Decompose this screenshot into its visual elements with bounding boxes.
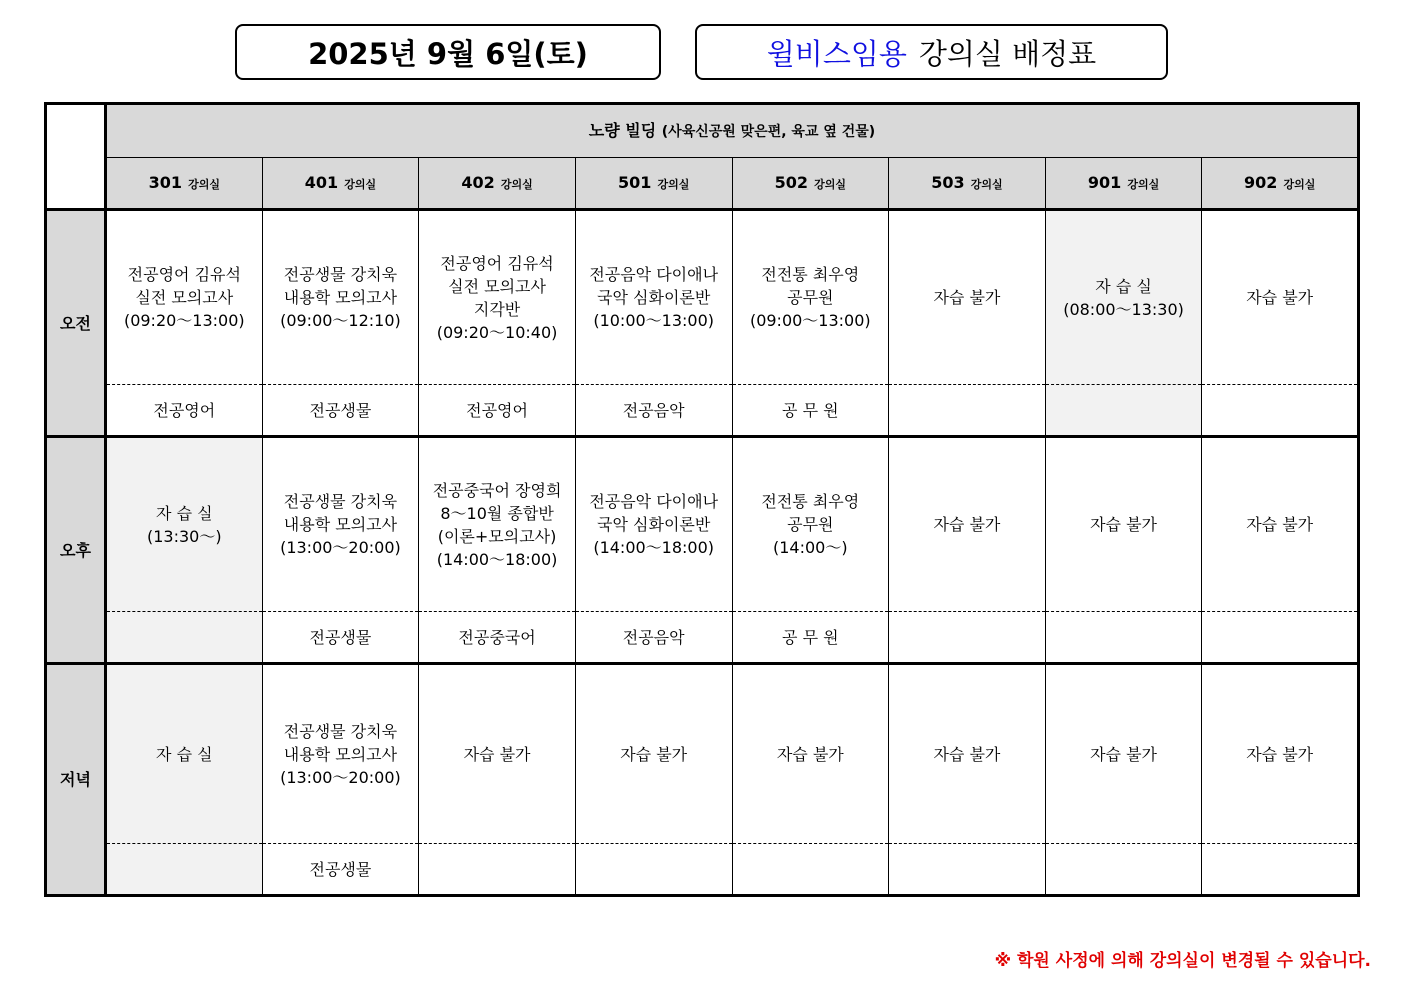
room-label: 강의실 bbox=[500, 177, 533, 191]
class-line: 내용학 모의고사 bbox=[283, 288, 398, 307]
subject-cell: 전공음악 bbox=[575, 612, 732, 664]
class-cell bbox=[1045, 437, 1202, 612]
subject-cell bbox=[889, 844, 1046, 896]
subject-cell bbox=[1045, 844, 1202, 896]
class-line: 전공중국어 장영희 bbox=[432, 480, 562, 500]
subject-cell bbox=[1202, 844, 1359, 896]
room-header-401 bbox=[262, 158, 419, 210]
class-line: 자습 불가 bbox=[933, 515, 1001, 534]
date-text: 2025년 9월 6일(토) bbox=[308, 36, 588, 71]
class-line: 자습 불가 bbox=[1090, 744, 1158, 764]
subject-cell bbox=[1202, 385, 1359, 437]
class-cell bbox=[1202, 437, 1359, 612]
class-cell bbox=[889, 664, 1046, 844]
building-header bbox=[106, 104, 1359, 158]
class-line: (14:00～18:00) bbox=[593, 538, 715, 557]
class-line: 공무원 bbox=[787, 288, 834, 307]
class-line: 자습 불가 bbox=[1246, 288, 1314, 307]
class-line: 자습 불가 bbox=[463, 744, 531, 764]
subject-cell: 전공영어 bbox=[419, 385, 576, 437]
building-detail: (사육신공원 맞은편, 육교 옆 건물) bbox=[661, 123, 876, 140]
class-line: (13:00～20:00) bbox=[280, 538, 401, 557]
class-line: (이론+모의고사) bbox=[437, 526, 557, 546]
class-cell bbox=[1202, 210, 1359, 385]
subject-cell: 공 무 원 bbox=[732, 612, 889, 664]
title-text: 강의실 배정표 bbox=[918, 36, 1097, 71]
room-label: 강의실 bbox=[344, 177, 377, 191]
room-number: 301 bbox=[148, 172, 183, 192]
class-cell bbox=[262, 437, 419, 612]
class-cell bbox=[106, 210, 263, 385]
class-cell bbox=[262, 664, 419, 844]
room-header-301 bbox=[106, 158, 263, 210]
class-cell bbox=[262, 210, 419, 385]
class-line: (14:00～18:00) bbox=[436, 549, 558, 569]
room-header-502 bbox=[732, 158, 889, 210]
class-cell bbox=[889, 210, 1046, 385]
class-cell bbox=[419, 210, 576, 385]
subject-cell: 전공생물 bbox=[262, 612, 419, 664]
subject-cell bbox=[889, 612, 1046, 664]
class-line: 자습 불가 bbox=[1090, 515, 1158, 534]
subject-cell bbox=[575, 844, 732, 896]
room-label: 강의실 bbox=[1283, 177, 1316, 191]
period-label: 오전 bbox=[46, 210, 106, 437]
room-label: 강의실 bbox=[1127, 177, 1160, 191]
room-header-501 bbox=[575, 158, 732, 210]
class-line: 전공생물 강치욱 bbox=[283, 721, 398, 741]
room-header-503 bbox=[889, 158, 1046, 210]
room-header-902 bbox=[1202, 158, 1359, 210]
class-cell bbox=[106, 664, 263, 844]
room-number: 503 bbox=[931, 172, 965, 192]
subject-cell bbox=[1202, 612, 1359, 664]
room-label: 강의실 bbox=[814, 177, 846, 191]
subject-cell bbox=[419, 844, 576, 896]
class-cell bbox=[732, 664, 889, 844]
room-header-901 bbox=[1045, 158, 1202, 210]
room-number: 901 bbox=[1087, 172, 1122, 192]
class-line: 전전통 최우영 bbox=[761, 265, 860, 284]
subject-cell: 전공생물 bbox=[262, 385, 419, 437]
class-cell bbox=[106, 437, 263, 612]
class-line: (14:00～) bbox=[773, 538, 848, 557]
class-line: 자습 불가 bbox=[1246, 744, 1314, 764]
class-line: 전공영어 김유석 bbox=[127, 265, 241, 284]
class-cell bbox=[575, 664, 732, 844]
subject-cell bbox=[1045, 612, 1202, 664]
subject-cell: 전공영어 bbox=[106, 385, 263, 437]
room-label: 강의실 bbox=[970, 177, 1003, 191]
class-line: (09:00～13:00) bbox=[749, 311, 871, 330]
subject-cell: 전공생물 bbox=[262, 844, 419, 896]
class-line: 전공음악 다이애나 bbox=[589, 265, 719, 284]
class-line: (08:00～13:30) bbox=[1063, 299, 1184, 319]
subject-cell: 전공음악 bbox=[575, 385, 732, 437]
class-line: 전전통 최우영 bbox=[761, 492, 860, 511]
class-line: 공무원 bbox=[787, 515, 834, 534]
class-line: 자습 불가 bbox=[933, 744, 1001, 764]
room-number: 501 bbox=[618, 172, 652, 192]
class-line: 전공생물 강치욱 bbox=[283, 492, 398, 511]
class-line: (09:20～13:00) bbox=[123, 311, 245, 330]
room-number: 902 bbox=[1244, 172, 1278, 192]
room-assignment-table bbox=[44, 102, 1360, 897]
room-label: 강의실 bbox=[188, 177, 220, 191]
room-label: 강의실 bbox=[657, 177, 690, 191]
class-line: 8～10월 종합반 bbox=[440, 503, 554, 523]
room-number: 502 bbox=[774, 172, 809, 192]
class-line: 실전 모의고사 bbox=[448, 276, 546, 296]
class-cell bbox=[419, 664, 576, 844]
class-line: 국악 심화이론반 bbox=[597, 288, 711, 307]
room-number: 402 bbox=[461, 172, 495, 192]
date-title bbox=[235, 24, 661, 80]
room-number: 401 bbox=[304, 172, 339, 192]
class-line: 국악 심화이론반 bbox=[597, 515, 711, 534]
class-line: 자습 불가 bbox=[776, 744, 844, 764]
class-line: 지각반 bbox=[473, 299, 521, 319]
period-label: 오후 bbox=[46, 437, 106, 664]
class-cell bbox=[732, 437, 889, 612]
class-cell bbox=[419, 437, 576, 612]
class-line: (09:20～10:40) bbox=[436, 322, 558, 342]
class-line: 자습 불가 bbox=[933, 288, 1001, 307]
class-cell bbox=[575, 437, 732, 612]
subject-cell bbox=[106, 844, 263, 896]
subject-cell bbox=[1045, 385, 1202, 437]
class-line: (13:30～) bbox=[147, 526, 222, 546]
building-name: 노량 빌딩 bbox=[588, 120, 657, 140]
class-line: 자 습 실 bbox=[156, 744, 213, 764]
class-line: (10:00～13:00) bbox=[593, 311, 715, 330]
change-notice: ※ 학원 사정에 의해 강의실이 변경될 수 있습니다. bbox=[994, 951, 1371, 971]
subject-cell bbox=[732, 844, 889, 896]
class-line: 전공영어 김유석 bbox=[440, 253, 554, 273]
subject-cell bbox=[889, 385, 1046, 437]
class-line: 자습 불가 bbox=[620, 744, 688, 764]
class-line: 자 습 실 bbox=[156, 503, 213, 523]
schedule-title bbox=[695, 24, 1168, 80]
class-cell bbox=[889, 437, 1046, 612]
subject-cell: 전공중국어 bbox=[419, 612, 576, 664]
class-line: 내용학 모의고사 bbox=[283, 515, 398, 534]
class-cell bbox=[732, 210, 889, 385]
brand-name: 윌비스임용 bbox=[766, 36, 907, 71]
class-line: 자습 불가 bbox=[1246, 515, 1314, 534]
class-cell bbox=[1045, 210, 1202, 385]
class-cell bbox=[1202, 664, 1359, 844]
class-line: 내용학 모의고사 bbox=[283, 744, 398, 764]
class-line: 전공생물 강치욱 bbox=[283, 265, 398, 284]
class-line: 실전 모의고사 bbox=[135, 288, 234, 307]
subject-cell: 공 무 원 bbox=[732, 385, 889, 437]
class-line: 전공음악 다이애나 bbox=[589, 492, 719, 511]
class-line: (09:00～12:10) bbox=[280, 311, 401, 330]
class-line: (13:00～20:00) bbox=[280, 767, 401, 787]
room-header-402 bbox=[419, 158, 576, 210]
subject-cell bbox=[106, 612, 263, 664]
class-line: 자 습 실 bbox=[1095, 276, 1152, 296]
class-cell bbox=[575, 210, 732, 385]
corner-cell bbox=[46, 104, 106, 210]
class-cell bbox=[1045, 664, 1202, 844]
period-label: 저녁 bbox=[46, 664, 106, 896]
